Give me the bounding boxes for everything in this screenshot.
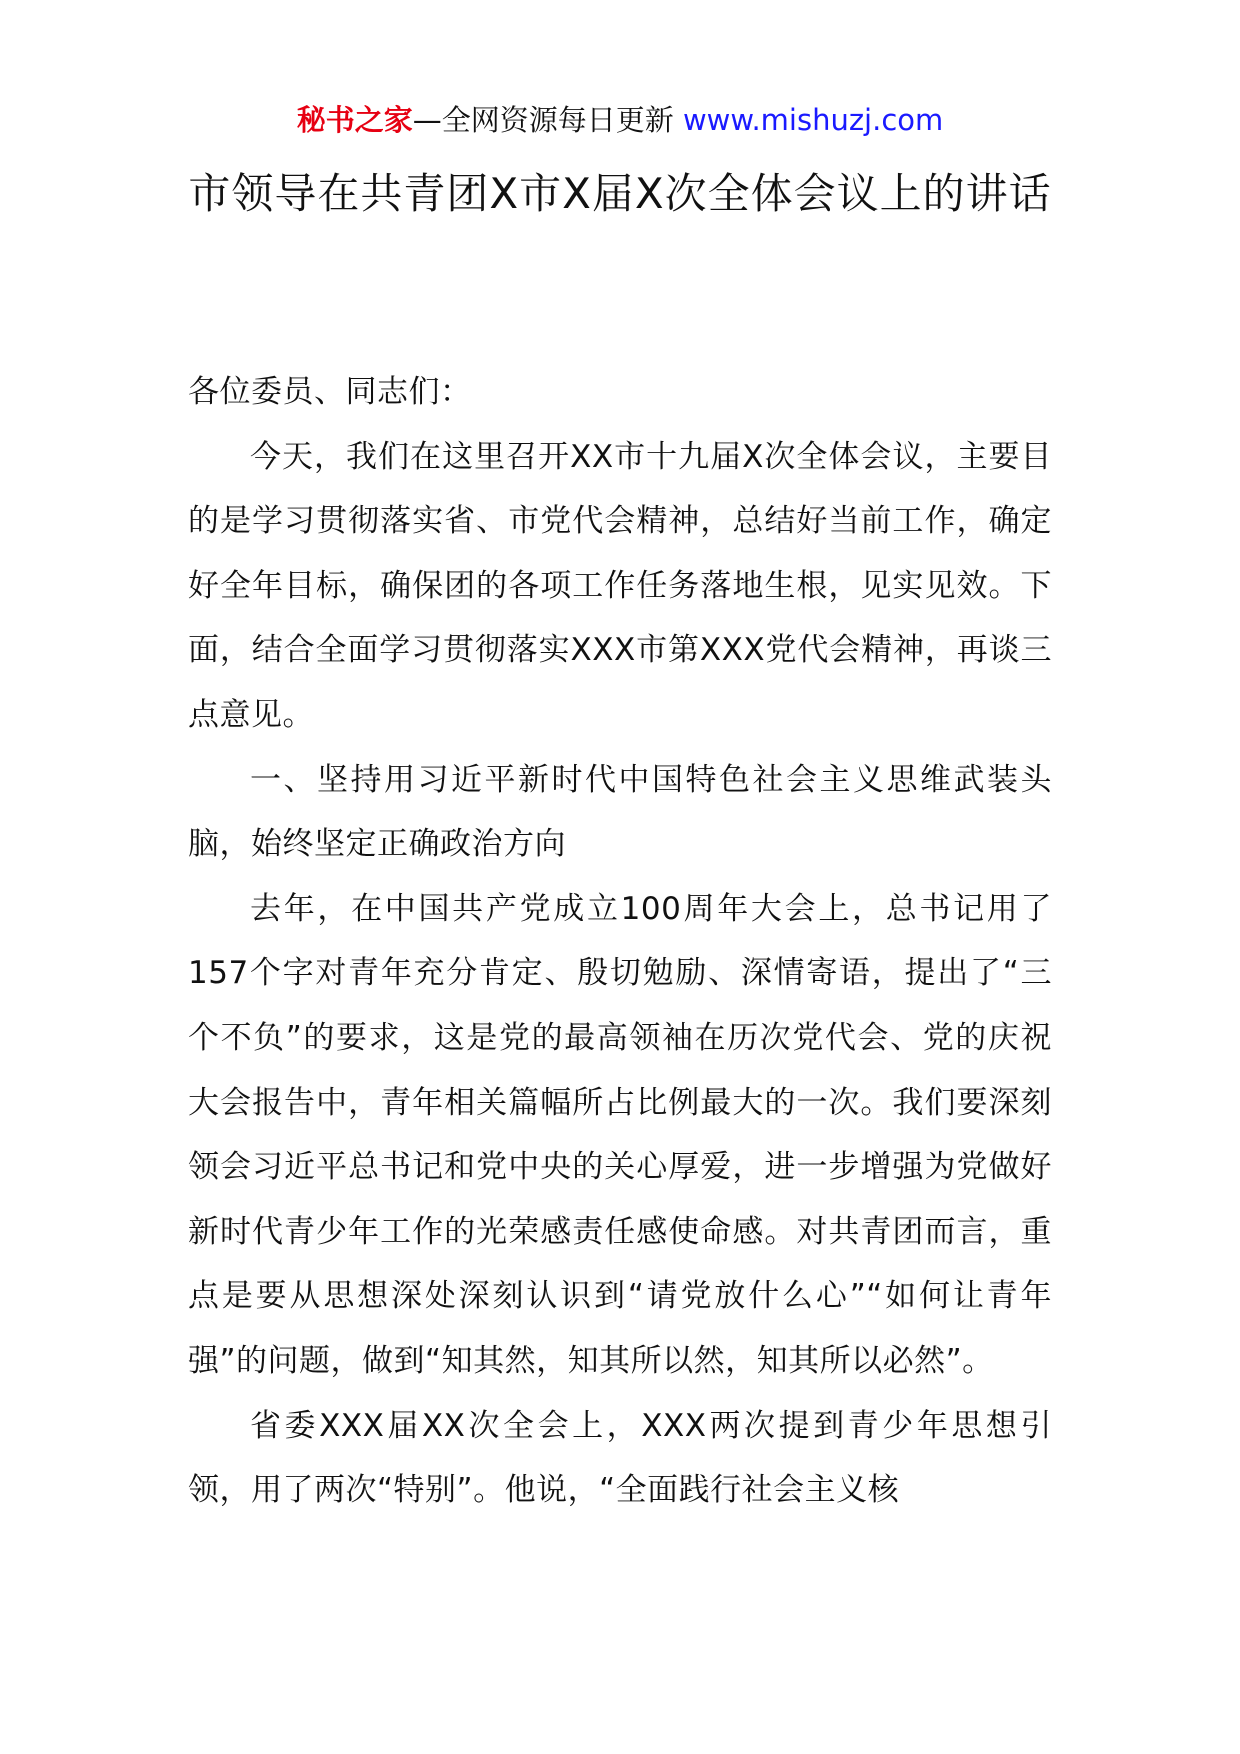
site-url-link[interactable]: www.mishuzj.com — [682, 103, 944, 137]
salutation: 各位委员、同志们： — [188, 374, 472, 410]
brand-name: 秘书之家 — [296, 103, 413, 137]
document-title: 市领导在共青团X市X届X次全体会议上的讲话 — [188, 169, 1052, 218]
document-body — [188, 360, 1052, 1523]
paragraph-intro: 今天，我们在这里召开XX市十九届X次全体会议，主要目的是学习贯彻落实省、市党代会精神，总结好当前工作，确定好全年目标，确保团的各项工作任务落地生根，见实见效。下面，结合全面学习贯彻落实XXX市第XXX党代会精神，再谈三点意见。 — [188, 438, 1052, 733]
header-tagline: —全网资源每日更新 — [412, 103, 683, 137]
paragraph-body: 去年，在中国共产党成立100周年大会上，总书记用了157个字对青年充分肯定、殷切勉励、深情寄语，提出了“三个不负”的要求，这是党的最高领袖在历次党代会、党的庆祝大会报告中，青年相关篇幅所占比例最大的一次。我们要深刻领会习近平总书记和党中央的关心厚爱，进一步增强为党做好新时代青少年工作的光荣感责任感使命感。对共青团而言，重点是要从思想深处深刻认识到“请党放什么心”“如何让青年强”的问题，做到“知其然，知其所以然，知其所以必然”。 — [188, 890, 1052, 1379]
section-heading-1: 一、坚持用习近平新时代中国特色社会主义思维武装头脑，始终坚定正确政治方向 — [188, 761, 1052, 863]
watermark-header — [0, 100, 1240, 140]
paragraph-body: 省委XXX届XX次全会上，XXX两次提到青少年思想引领，用了两次“特别”。他说，“全面践行社会主义核 — [188, 1407, 1052, 1509]
